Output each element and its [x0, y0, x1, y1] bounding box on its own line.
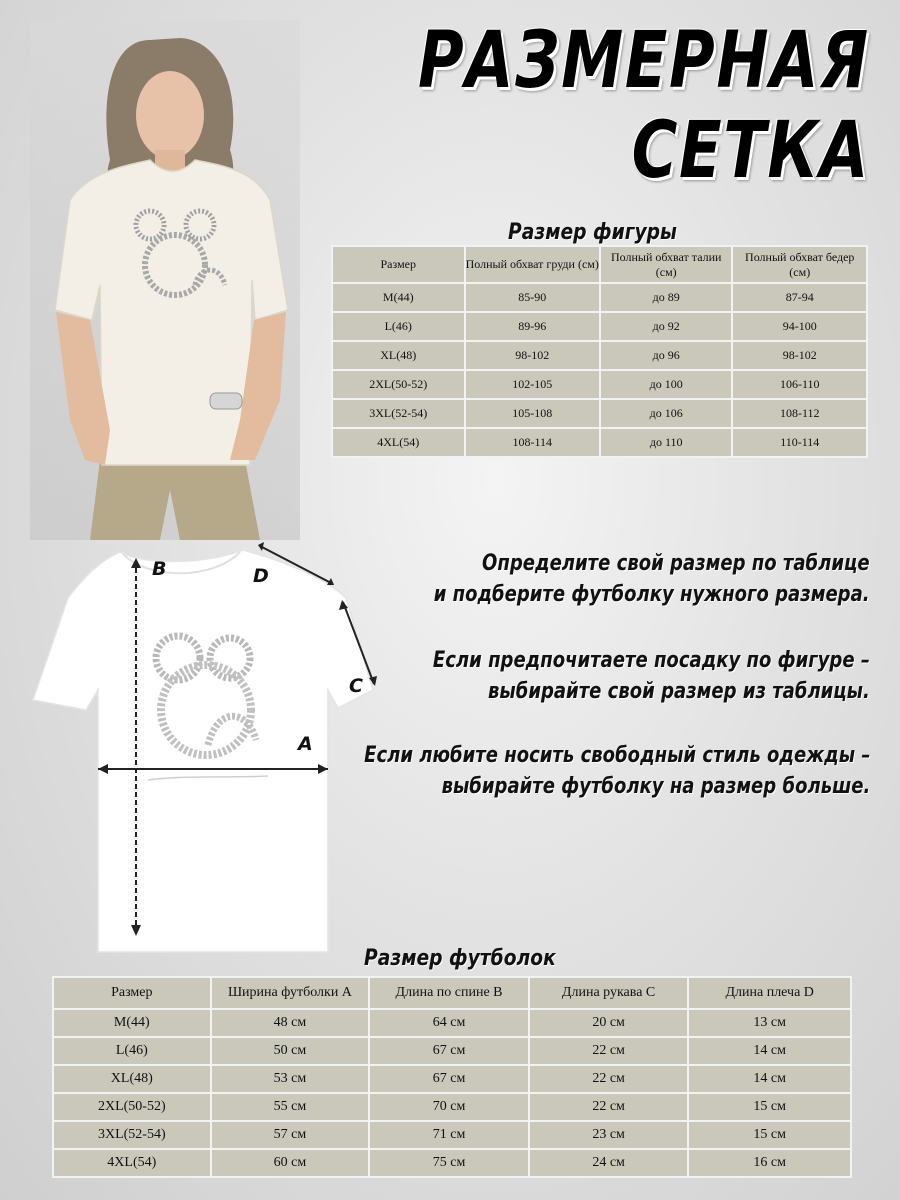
chest-cell: 108-114: [465, 428, 600, 457]
header-size: Размер: [53, 977, 211, 1009]
waist-cell: до 96: [600, 341, 733, 370]
length-cell: 75 см: [369, 1149, 529, 1177]
tshirt-size-table: [52, 976, 852, 1178]
size-cell: L(46): [332, 312, 465, 341]
hips-cell: 108-112: [732, 399, 867, 428]
size-cell: 2XL(50-52): [53, 1093, 211, 1121]
label-d: D: [253, 565, 269, 587]
table-row: [332, 428, 867, 457]
label-c: C: [349, 675, 363, 697]
length-cell: 64 см: [369, 1009, 529, 1037]
header-length-b: Длина по спине B: [369, 977, 529, 1009]
label-a: A: [298, 733, 313, 755]
table-row: [332, 341, 867, 370]
table-row: [53, 1065, 851, 1093]
hips-cell: 87-94: [732, 283, 867, 312]
table-row: [332, 283, 867, 312]
size-cell: M(44): [332, 283, 465, 312]
size-cell: 4XL(54): [53, 1149, 211, 1177]
hips-cell: 106-110: [732, 370, 867, 399]
length-cell: 67 см: [369, 1037, 529, 1065]
size-cell: XL(48): [332, 341, 465, 370]
size-cell: XL(48): [53, 1065, 211, 1093]
header-chest: Полный обхват груди (см): [465, 246, 600, 283]
info-paragraph-3: [364, 740, 870, 802]
waist-cell: до 89: [600, 283, 733, 312]
hips-cell: 94-100: [732, 312, 867, 341]
chest-cell: 85-90: [465, 283, 600, 312]
label-b: B: [152, 558, 167, 580]
sleeve-cell: 24 см: [529, 1149, 689, 1177]
width-cell: 60 см: [211, 1149, 370, 1177]
width-cell: 50 см: [211, 1037, 370, 1065]
table-row: [53, 1093, 851, 1121]
table-row: [53, 1009, 851, 1037]
length-cell: 71 см: [369, 1121, 529, 1149]
header-shoulder-d: Длина плеча D: [688, 977, 851, 1009]
header-width-a: Ширина футболки A: [211, 977, 370, 1009]
table-row: [332, 399, 867, 428]
sleeve-cell: 20 см: [529, 1009, 689, 1037]
table-row: [53, 1037, 851, 1065]
width-cell: 55 см: [211, 1093, 370, 1121]
chest-cell: 98-102: [465, 341, 600, 370]
size-cell: 4XL(54): [332, 428, 465, 457]
header-hips: Полный обхват бедер (см): [732, 246, 867, 283]
header-waist: Полный обхват талии (см): [600, 246, 733, 283]
tshirt-size-title: Размер футболок: [364, 946, 556, 971]
figure-size-title: Размер фигуры: [508, 220, 677, 245]
sleeve-cell: 23 см: [529, 1121, 689, 1149]
length-cell: 70 см: [369, 1093, 529, 1121]
info-line: и подберите футболку нужного размера.: [434, 582, 870, 607]
shoulder-cell: 16 см: [688, 1149, 851, 1177]
size-cell: 3XL(52-54): [332, 399, 465, 428]
shoulder-cell: 14 см: [688, 1065, 851, 1093]
shoulder-cell: 15 см: [688, 1093, 851, 1121]
model-photo: [30, 20, 300, 540]
waist-cell: до 110: [600, 428, 733, 457]
hips-cell: 98-102: [732, 341, 867, 370]
info-line: Если предпочитаете посадку по фигуре –: [433, 648, 870, 673]
width-cell: 53 см: [211, 1065, 370, 1093]
waist-cell: до 106: [600, 399, 733, 428]
shoulder-cell: 15 см: [688, 1121, 851, 1149]
size-cell: 2XL(50-52): [332, 370, 465, 399]
size-cell: M(44): [53, 1009, 211, 1037]
length-cell: 67 см: [369, 1065, 529, 1093]
table-row: [53, 1149, 851, 1177]
page-title-line-1: РАЗМЕРНАЯ: [418, 16, 870, 106]
hips-cell: 110-114: [732, 428, 867, 457]
size-cell: L(46): [53, 1037, 211, 1065]
header-sleeve-c: Длина рукава C: [529, 977, 689, 1009]
chest-cell: 102-105: [465, 370, 600, 399]
table-row: [332, 312, 867, 341]
table-header-row: [53, 977, 851, 1009]
chest-cell: 89-96: [465, 312, 600, 341]
sleeve-cell: 22 см: [529, 1065, 689, 1093]
size-cell: 3XL(52-54): [53, 1121, 211, 1149]
shoulder-cell: 14 см: [688, 1037, 851, 1065]
info-line: Определите свой размер по таблице: [482, 551, 870, 576]
chest-cell: 105-108: [465, 399, 600, 428]
table-header-row: [332, 246, 867, 283]
info-line: Если любите носить свободный стиль одежды –: [363, 743, 870, 768]
info-paragraph-2: [433, 645, 870, 707]
sleeve-cell: 22 см: [529, 1037, 689, 1065]
info-line: выбирайте свой размер из таблицы.: [488, 679, 870, 704]
page-title-line-2: СЕТКА: [631, 106, 870, 196]
shoulder-cell: 13 см: [688, 1009, 851, 1037]
header-size: Размер: [332, 246, 465, 283]
width-cell: 48 см: [211, 1009, 370, 1037]
sleeve-cell: 22 см: [529, 1093, 689, 1121]
width-cell: 57 см: [211, 1121, 370, 1149]
waist-cell: до 100: [600, 370, 733, 399]
tshirt-measurement-diagram: [28, 540, 388, 960]
table-row: [53, 1121, 851, 1149]
info-paragraph-1: [434, 548, 870, 610]
figure-size-table: [331, 245, 868, 458]
info-line: выбирайте футболку на размер больше.: [441, 774, 870, 799]
table-row: [332, 370, 867, 399]
waist-cell: до 92: [600, 312, 733, 341]
